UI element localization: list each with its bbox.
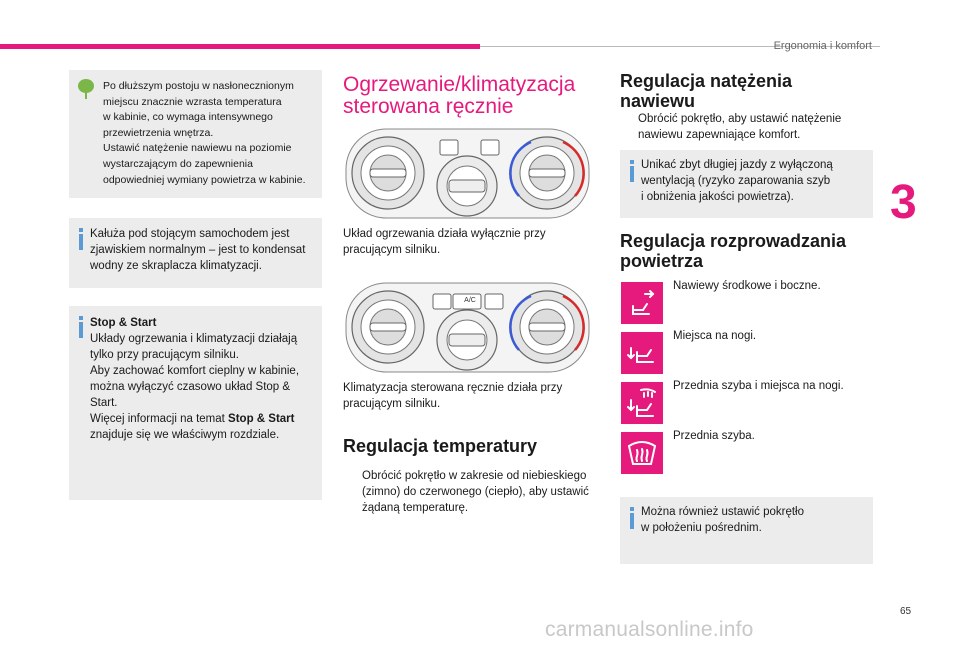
caption-ac-line1: Klimatyzacja sterowana ręcznie działa przy (343, 382, 563, 394)
stop-start-reference: Stop & Start (228, 413, 295, 425)
distribution-heading-line1: Regulacja rozprowadzania (620, 231, 847, 251)
info-icon (79, 322, 83, 338)
ac-button-label: A/C (464, 297, 476, 304)
note-line: Start. (90, 397, 118, 409)
eco-line: Po dłuższym postoju w nasłonecznionym (103, 80, 294, 92)
note-line: można wyłączyć czasowo układ Stop & (90, 381, 291, 393)
windscreen-icon (621, 432, 663, 474)
eco-line: miejscu znacznie wzrasta temperatura (103, 95, 282, 108)
caption-heating-line1: Układ ogrzewania działa wyłącznie przy (343, 228, 546, 240)
section-heading-line2: sterowana ręcznie (343, 95, 514, 118)
windscreen-foot-icon (621, 382, 663, 424)
note-more-prefix: Więcej informacji na temat (90, 413, 229, 425)
flow-heading-line2: nawiewu (620, 91, 696, 111)
mode-label-windscreen: Przednia szyba. (673, 430, 755, 442)
leaf-icon (77, 78, 95, 100)
note-title: Stop & Start (90, 317, 157, 329)
info-note-condensate (69, 218, 322, 288)
note-line: Układy ogrzewania i klimatyzacji działają (90, 333, 298, 345)
note-line: w położeniu pośrednim. (641, 522, 762, 534)
page-number: 65 (900, 606, 912, 617)
eco-line: w kabinie, co wymaga intensywnego (103, 111, 273, 124)
info-note-stop-start (69, 306, 322, 500)
temperature-instructions (362, 468, 589, 516)
mode-label-face: Nawiewy środkowe i boczne. (673, 280, 821, 292)
eco-line: wystarczającym do zapewnienia (103, 157, 253, 170)
face-vent-icon (621, 282, 663, 324)
text-line: nawiewu zapewniające komfort. (638, 129, 801, 141)
eco-line: odpowiedniej wymiany powietrza w kabinie. (103, 173, 306, 186)
ac-panel-illustration (345, 280, 590, 375)
note-line (90, 411, 320, 427)
mode-label-windscreen-foot: Przednia szyba i miejsca na nogi. (673, 380, 844, 392)
note-line: wodny ze skraplacza klimatyzacji. (90, 260, 262, 272)
note-line: wentylacją (ryzyko zaparowania szyb (641, 175, 831, 187)
distribution-heading-line2: powietrza (620, 251, 704, 271)
note-line: tylko przy pracującym silniku. (90, 349, 239, 361)
mode-label-foot: Miejsca na nogi. (673, 330, 757, 342)
heating-panel-illustration (345, 126, 590, 221)
note-line: Kałuża pod stojącym samochodem jest (90, 228, 290, 240)
text-line: Obrócić pokrętło, aby ustawić natężenie (638, 113, 842, 125)
section-heading-line1: Ogrzewanie/klimatyzacja (343, 73, 576, 96)
caption-ac-line2: pracującym silniku. (343, 398, 441, 410)
info-icon (79, 234, 83, 250)
eco-line: Ustawić natężenie nawiewu na poziomie (103, 142, 292, 155)
note-line: i obniżenia jakości powietrza). (641, 191, 794, 203)
caption-heating-line2: pracującym silniku. (343, 244, 441, 256)
flow-dial (352, 137, 424, 209)
text-line: Obrócić pokrętło w zakresie od niebieskiego (362, 470, 587, 482)
info-icon (630, 513, 634, 529)
chapter-number: 3 (890, 176, 917, 229)
foot-vent-icon (621, 332, 663, 374)
info-note-intermediate (620, 497, 873, 564)
note-line: Unikać zbyt długiej jazdy z wyłączoną (641, 159, 833, 171)
info-note-ventilation (620, 150, 873, 218)
note-line: znajduje się we właściwym rozdziale. (90, 429, 280, 441)
section-title: Ergonomia i komfort (773, 40, 872, 52)
watermark: carmanualsonline.info (545, 618, 754, 641)
note-line: zjawiskiem normalnym – jest to kondensat (90, 244, 306, 256)
header-accent-bar (0, 44, 480, 49)
distribution-dial (437, 156, 497, 216)
flow-heading-line1: Regulacja natężenia (620, 71, 793, 91)
eco-note (69, 70, 322, 198)
text-line: żądaną temperaturę. (362, 502, 469, 514)
note-line: Aby zachować komfort cieplny w kabinie, (90, 365, 300, 377)
temperature-heading: Regulacja temperatury (343, 436, 538, 456)
eco-line: przewietrzenia wnętrza. (103, 126, 214, 139)
note-line: Można również ustawić pokrętło (641, 506, 804, 518)
text-line: (zimno) do czerwonego (ciepło), aby ustawić (362, 486, 589, 498)
flow-instructions (638, 111, 841, 143)
info-icon (630, 166, 634, 182)
temperature-dial (510, 137, 583, 209)
